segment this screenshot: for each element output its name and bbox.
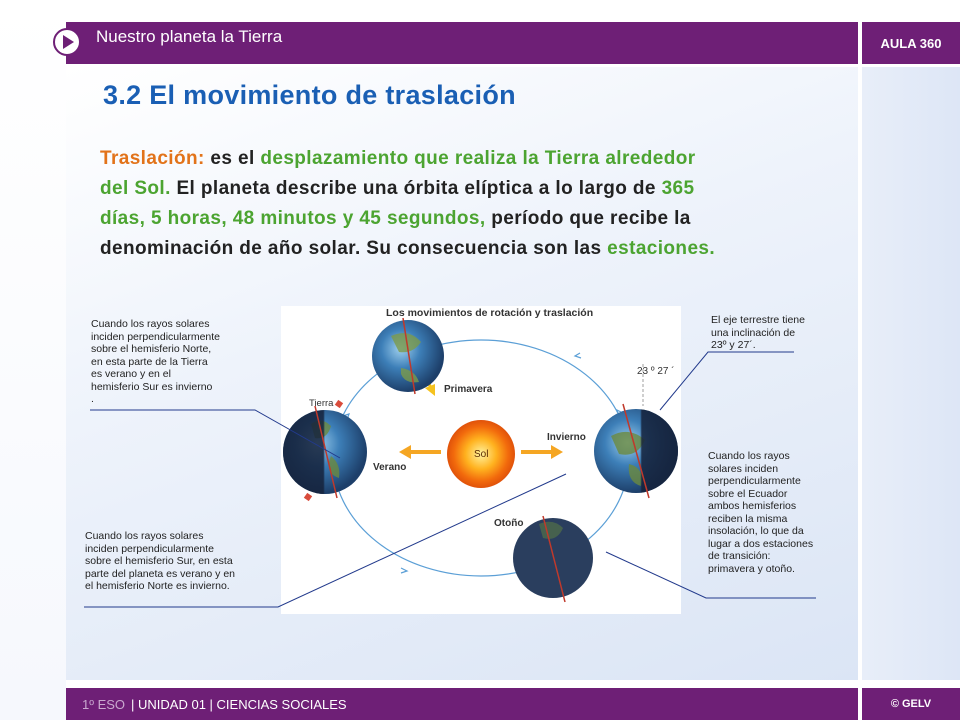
label-angle: 23 º 27 ´ [637,366,675,377]
footer-level: 1º ESO [82,696,126,712]
callout-line-north [90,410,340,458]
note-line: lugar a dos estaciones [708,537,814,550]
figure-title: Los movimientos de rotación y traslación [386,307,594,319]
note-line: Cuando los rayos [708,450,790,462]
note-line: inciden perpendicularmente [91,330,220,343]
label-verano: Verano [373,462,407,473]
text-highlight: 365 [661,178,695,199]
note-line: en esta parte de la Tierra [91,355,208,368]
note-line: parte del planeta es verano y en [85,567,236,580]
note-line: 23º y 27´. [711,339,756,351]
note-line: inciden perpendicularmente [85,542,214,555]
note-line: es verano y en el [91,368,171,380]
text-segment: denominación de año solar. Su consecuencia son las [100,238,608,259]
label-invierno: Invierno [547,432,586,443]
footer-unit: | UNIDAD 01 | CIENCIAS SOCIALES [131,696,347,712]
note-line: . [91,393,94,405]
note-line: insolación, lo que da [708,525,804,537]
note-axis-tilt [711,314,851,352]
footer-copyright: © GELV [862,688,960,720]
note-line: el hemisferio Norte es invierno. [85,580,230,592]
text-segment: período que recibe la [485,208,691,229]
breadcrumb: Nuestro planeta la Tierra [96,27,283,46]
text-highlight: días, 5 horas, 48 minutos y 45 segundos, [100,208,486,229]
note-line: reciben la misma [708,512,788,525]
note-south-summer [85,530,265,593]
note-line: hemisferio Sur es invierno [91,380,213,393]
text-highlight: del Sol. [100,178,171,199]
note-line: sobre el hemisferio Sur, en esta [85,555,233,567]
label-primavera: Primavera [444,384,493,395]
text-segment: es el [204,148,261,169]
callout-line-axis [660,352,794,410]
page-title: 3.2 El movimiento de traslación [103,80,516,110]
label-sol: Sol [474,449,489,460]
text-highlight: desplazamiento que realiza la Tierra alrededor [260,148,696,169]
note-line: Cuando los rayos solares [85,530,204,542]
note-line: sobre el hemisferio Norte, [91,343,212,355]
note-line: solares inciden [708,462,779,475]
note-line: de transición: [708,550,771,562]
note-line: una inclinación de [711,326,796,339]
note-line: perpendicularmente [708,475,801,487]
note-line: Cuando los rayos solares [91,318,210,330]
text-segment: El planeta describe una órbita elíptica a lo largo de [170,178,662,199]
note-line: sobre el Ecuador [708,487,788,500]
note-line: El eje terrestre tiene [711,314,805,326]
term-traslacion: Traslación: [100,148,205,169]
note-line: ambos hemisferios [708,500,797,512]
note-north-summer [91,318,261,406]
note-equator [708,450,848,575]
label-tierra: Tierra [309,398,334,409]
brand-label: AULA 360 [862,22,960,64]
note-line: primavera y otoño. [708,562,795,575]
label-otono: Otoño [494,518,524,529]
footer-bar [66,688,858,720]
text-highlight: estaciones. [607,238,716,259]
